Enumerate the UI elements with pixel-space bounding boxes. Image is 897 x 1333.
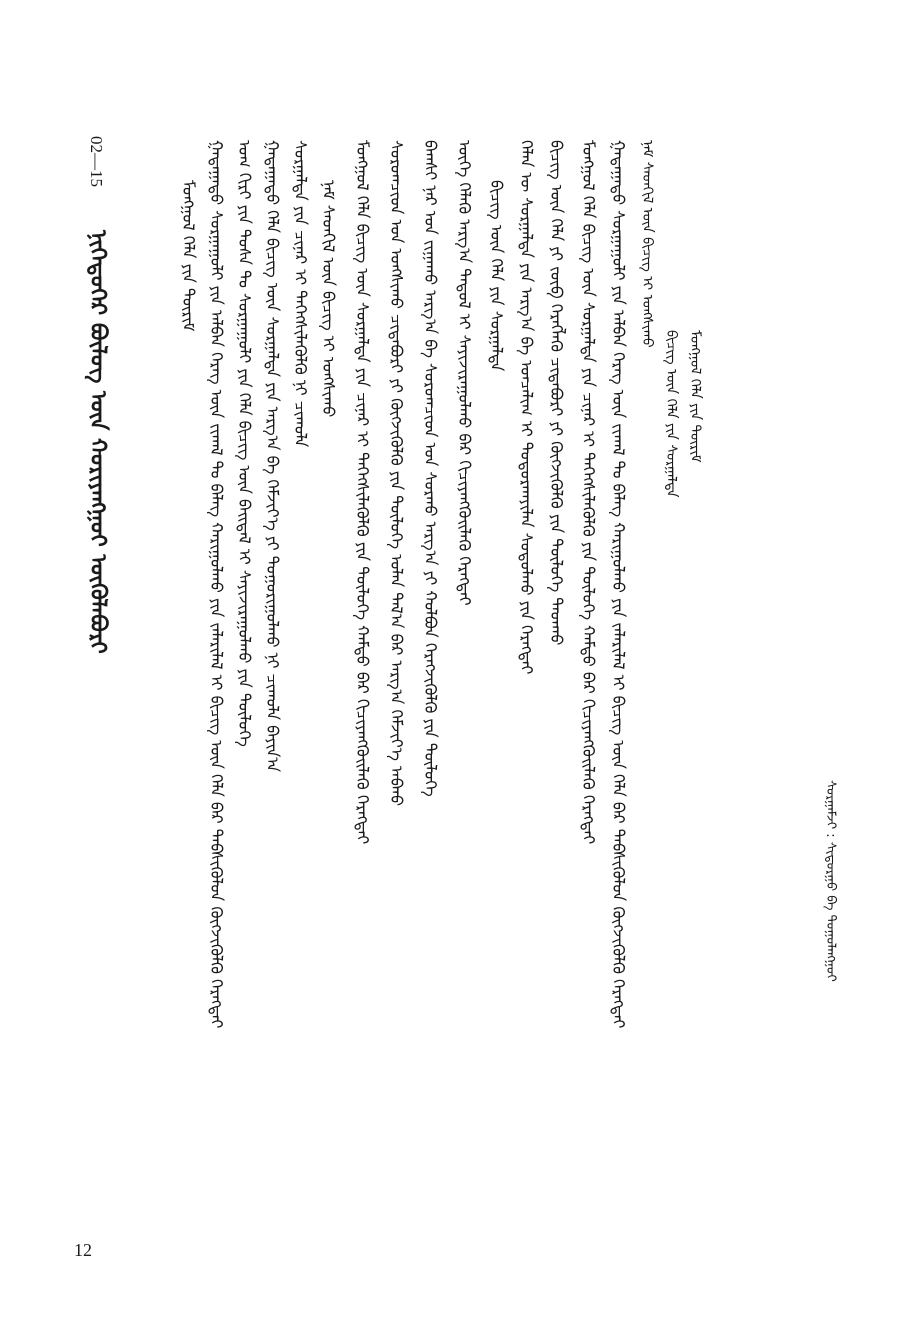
running-header: ᠰᠤᠷᠭᠠᠮᠵᠢ : ᠰᠢᠳᠤᠷᠭᠤ ᠪᠠ ᠳᠤᠭᠤᠯᠠᠩᠭᠤᠢ bbox=[823, 780, 838, 982]
body-column: ᠨᠠᠮ ᠰᠡᠳᠬᠢᠯ ᠦᠨ ᠪᠢᠴᠢᠭ ᠢ ᠤᠩᠰᠢᠬᠤ bbox=[319, 180, 338, 418]
body-column: ᠭᠠᠳᠠᠭᠠᠳᠤ ᠬᠡᠯᠡ ᠪᠢᠴᠢᠭ ᠦᠨ ᠰᠤᠷᠭᠠᠯᠲᠠ ᠶᠢᠨ ᠠᠷᠭ᠎ᠠ ᠪᠠ ᠬᠡᠮᠵᠢᠶ᠎ᠡ ᠶᠢ ᠲᠤᠭᠤᠷᠢᠭᠤᠯᠬᠤ ᠨᠢ ᠴᠢᠬᠤᠯᠠ ᠪᠠᠶᠢᠨ᠎ᠠ bbox=[263, 140, 282, 773]
body-column: ᠤᠭ ᠬᠢᠷᠢ ᠶᠢᠨ ᠲᠤᠰᠠ ᠲᠤ ᠰᠤᠷᠭᠠᠭᠤᠯᠢ ᠶᠢᠨ ᠬᠡᠯᠡ ᠪᠢᠴᠢᠭ ᠦᠨ ᠪᠠᠢᠳᠠᠯ ᠢ ᠰᠠᠶᠢᠵᠢᠷᠠᠭᠤᠯᠬᠤ ᠶᠢᠨ ᠲᠥᠯᠥᠭᠡ bbox=[235, 140, 254, 747]
epigraph-line: ᠪᠢᠴᠢᠭ ᠦᠨ ᠬᠡᠯᠡ ᠶᠢᠨ ᠰᠤᠷᠭᠠᠯᠲᠠ bbox=[663, 330, 679, 498]
body-column: ᠰᠤᠷᠤᠭᠴᠢᠳ ᠤᠨ ᠤᠩᠰᠢᠬᠤ ᠴᠢᠳᠠᠪᠤᠷᠢ ᠶᠢ ᠬᠥᠭᠵᠢᠭᠦᠯᠬᠦ ᠶᠢᠨ ᠲᠥᠯᠥᠭᠡ ᠣᠯᠠᠨ ᠲᠠᠯ᠎ᠠ ᠪᠠᠷ ᠠᠷᠭ᠎ᠠ ᠬᠡᠮᠵᠢᠶ᠎ᠡ ᠠᠪᠬᠤ bbox=[387, 140, 406, 806]
epigraph-line: ᠮᠣᠩᠭᠣᠯ ᠬᠡᠯᠡ ᠶᠢᠨ ᠳᠦᠷᠢᠮ bbox=[687, 330, 703, 463]
body-column: ᠬᠡᠯᠡᠨ ᠦ ᠰᠤᠷᠭᠠᠯᠲᠠ ᠶᠢᠨ ᠠᠷᠭ᠎ᠠ ᠪᠠ ᠣᠨᠴᠠᠯᠢᠭ ᠢ ᠲᠣᠳᠤᠷᠬᠠᠶᠢᠯᠠᠨ ᠰᠤᠳᠤᠯᠬᠤ ᠶᠢᠨ ᠬᠡᠷᠡᠭᠲᠡᠢ bbox=[517, 140, 536, 675]
body-column: ᠮᠣᠩᠭᠣᠯ ᠬᠡᠯᠡ ᠶᠢᠨ ᠳᠦᠷᠢᠮ bbox=[179, 180, 198, 332]
body-column: ᠪᠢᠴᠢᠭ ᠦᠨ ᠬᠡᠯᠡ ᠶᠢᠨ ᠰᠤᠷᠭᠠᠯᠲᠠ bbox=[487, 180, 506, 372]
page-number: 12 bbox=[74, 1240, 92, 1260]
body-column: ᠪᠢᠴᠢᠭ᠌ ᠦᠨ ᠬᠡᠯᠡ ᠶᠢ ᠵᠥᠪ ᠬᠡᠷᠡᠭᠯᠡᠬᠦ ᠴᠢᠳᠠᠪᠤᠷᠢ ᠶᠢ ᠬᠥᠭᠵᠢᠭᠦᠯᠬᠦ ᠶᠢᠨ ᠲᠥᠯᠥᠭᠡ ᠳᠠᠳᠬᠤ bbox=[547, 140, 566, 646]
body-column: ᠰᠤᠷᠭᠠᠯᠲᠠ ᠶᠢᠨ ᠴᠢᠨᠠᠷ ᠢ ᠳᠡᠭᠡᠭᠰᠢᠯᠡᠭᠦᠯᠬᠦ ᠨᠢ ᠴᠢᠬᠤᠯᠠ bbox=[291, 140, 310, 448]
body-column: ᠮᠣᠩᠭᠣᠯ ᠬᠡᠯᠡ ᠪᠢᠴᠢᠭ ᠦᠨ ᠰᠤᠷᠭᠠᠯᠲᠠ ᠶᠢᠨ ᠴᠢᠨᠠᠷ ᠢ ᠳᠡᠭᠡᠭᠰᠢᠯᠡᠭᠦᠯᠬᠦ ᠶᠢᠨ ᠲᠥᠯᠥᠭᠡ ᠬᠠᠮᠲᠤ ᠪᠡᠷ ᠬᠢᠴᠢᠶᠡᠩᠭᠦᠢᠯᠡᠬᠦ ᠬᠡᠷᠡᠭᠲᠡᠢ bbox=[579, 140, 598, 845]
body-column: ᠮᠣᠩᠭᠣᠯ ᠬᠡᠯᠡ ᠪᠢᠴᠢᠭ ᠦᠨ ᠰᠤᠷᠭᠠᠯᠲᠠ ᠶᠢᠨ ᠴᠢᠨᠠᠷ ᠢ ᠳᠡᠭᠡᠭᠰᠢᠯᠡᠭᠦᠯᠬᠦ ᠶᠢᠨ ᠲᠥᠯᠥᠭᠡ ᠬᠠᠮᠲᠤ ᠪᠡᠷ ᠬᠢᠴᠢᠶᠡᠩᠭᠦᠢᠯᠡᠬᠦ ᠬᠡᠷᠡᠭᠲᠡᠢ bbox=[353, 140, 372, 845]
body-column: ᠦᠭᠡ ᠬᠡᠯᠡᠬᠦ ᠠᠷᠭ᠎ᠠ ᠳᠠᠳᠤᠯ ᠢ ᠰᠠᠶᠢᠵᠢᠷᠠᠭᠤᠯᠬᠤ ᠪᠡᠷ ᠬᠢᠴᠢᠶᠡᠩᠭᠦᠢᠯᠡᠬᠦ ᠬᠡᠷᠡᠭᠲᠡᠢ bbox=[455, 140, 474, 606]
section-code: 02—15 bbox=[87, 136, 106, 187]
body-column: ᠭᠠᠳᠠᠭᠠᠳᠤ ᠰᠤᠷᠭᠠᠭᠤᠯᠢ ᠶᠢᠨ ᠠᠯᠪᠠᠨ ᠬᠡᠷᠡᠭ ᠦᠨ ᠵᠢᠬᠠᠯ ᠲᠤ ᠪᠡᠯᠡᠭ ᠬᠠᠷᠢᠭᠤᠯᠬᠤ ᠶᠢᠨ ᠵᠠᠯᠠᠷᠢᠯᠠᠯ ᠢ ᠪᠢᠴᠢᠭ᠌ ᠦᠨ ᠬᠡᠯᠡ ᠪᠡᠷ ᠳᠡᠪᠰᠢᠭᠦᠯᠦᠨ ᠬᠥᠭᠵᠢᠭᠦᠯᠬᠦ ᠬᠡᠷᠡᠭᠲᠡᠢ bbox=[207, 140, 226, 1029]
body-column: ᠭᠠᠳᠠᠭᠠᠳᠤ ᠰᠤᠷᠭᠠᠭᠤᠯᠢ ᠶᠢᠨ ᠠᠯᠪᠠᠨ ᠬᠡᠷᠡᠭ ᠦᠨ ᠵᠢᠬᠠᠯ ᠲᠤ ᠪᠡᠯᠡᠭ ᠬᠠᠷᠢᠭᠤᠯᠬᠤ ᠶᠢᠨ ᠵᠠᠯᠠᠷᠢᠯᠠᠯ ᠢ ᠪᠢᠴᠢᠭ᠌ ᠦᠨ ᠬᠡᠯᠡ ᠪᠡᠷ ᠳᠡᠪᠰᠢᠭᠦᠯᠦᠨ ᠬᠥᠭᠵᠢᠭᠦᠯᠬᠦ ᠬᠡᠷᠡᠭᠲᠡᠢ bbox=[609, 140, 628, 1029]
body-column: ᠪᠠᠭᠰᠢ ᠨᠠᠷ ᠤᠨ ᠵᠢᠭᠠᠬᠤ ᠠᠷᠭ᠎ᠠ ᠪᠠ ᠰᠤᠷᠤᠭᠴᠢᠳ ᠤᠨ ᠰᠤᠷᠬᠤ ᠠᠷᠭ᠎ᠠ ᠶᠢ ᠬᠣᠯᠪᠣᠨ ᠬᠡᠷᠡᠭᠵᠢᠭᠦᠯᠬᠦ ᠶᠢᠨ ᠲᠥᠯᠥᠭᠡ bbox=[421, 140, 440, 797]
epigraph-line: ᠨᠠᠮ ᠰᠡᠳᠬᠢᠯ ᠦᠨ ᠪᠢᠴᠢᠭ ᠢ ᠤᠩᠰᠢᠬᠤ bbox=[639, 140, 655, 348]
chapter-title: ᠨᠢᠭᠡᠳᠦᠭᠡᠷ ᠪᠦᠯᠦᠭ ᠦᠨ ᠬᠤᠷᠢᠶᠠᠩᠭᠤᠢ ᠦᠭᠦᠯᠡᠪᠦᠷᠢ bbox=[85, 230, 110, 654]
